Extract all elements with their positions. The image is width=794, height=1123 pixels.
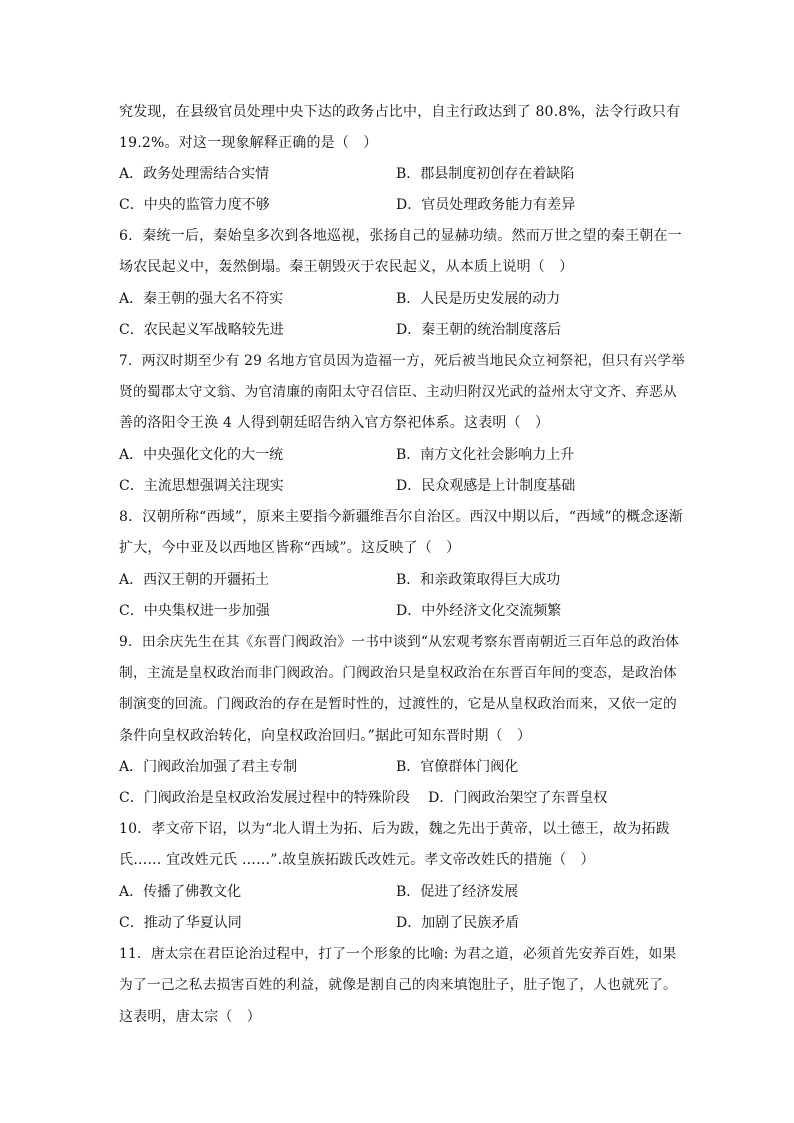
q10-option-a[interactable]: A．传播了佛教文化 xyxy=(119,884,242,900)
q10-line-1: 10．孝文帝下诏，以为“北人谓土为拓、后为跋，魏之先出于黄帝，以土德王，故为拓跋 xyxy=(119,821,670,837)
q8-line-1: 8．汉朝所称“西域”，原来主要指今新疆维吾尔自治区。西汉中期以后，“西域”的概念逐渐 xyxy=(119,509,683,525)
q9-line-4: 条件向皇权政治转化，向皇权政治回归。”据此可知东晋时期（ ） xyxy=(119,728,532,744)
q11-line-3: 这表明，唐太宗（ ） xyxy=(119,1009,261,1025)
q5-option-d[interactable]: D．官员处理政务能力有差异 xyxy=(396,197,576,213)
q7-option-c[interactable]: C．主流思想强调关注现实 xyxy=(119,478,284,494)
q5-option-c[interactable]: C．中央的监管力度不够 xyxy=(119,197,270,213)
q7-line-1: 7．两汉时期至少有 29 名地方官员因为造福一方，死后被当地民众立祠祭祀，但只有兴学举 xyxy=(119,353,685,369)
q8-option-c[interactable]: C．中央集权进一步加强 xyxy=(119,603,270,619)
q5-option-a[interactable]: A．政务处理需结合实情 xyxy=(119,166,270,182)
q8-option-a[interactable]: A．西汉王朝的开疆拓土 xyxy=(119,572,270,588)
q7-option-a[interactable]: A．中央强化文化的大一统 xyxy=(119,447,284,463)
q7-option-d[interactable]: D．民众观感是上计制度基础 xyxy=(396,478,576,494)
q11-line-1: 11．唐太宗在君臣论治过程中，打了一个形象的比喻: 为君之道，必须首先安养百姓，如果 xyxy=(119,946,677,962)
q8-option-b[interactable]: B．和亲政策取得巨大成功 xyxy=(396,572,561,588)
q9-option-a[interactable]: A．门阀政治加强了君主专制 xyxy=(119,759,298,775)
q7-option-b[interactable]: B．南方文化社会影响力上升 xyxy=(396,447,575,463)
q7-line-2: 贤的蜀郡太守文翁、为官清廉的南阳太守召信臣、主动归附汉光武的益州太守文齐、弃恶从 xyxy=(119,384,678,400)
q6-option-a[interactable]: A．秦王朝的强大名不符实 xyxy=(119,291,284,307)
q11-line-2: 为了一己之私去损害百姓的利益，就像是割自己的肉来填饱肚子，肚子饱了，人也就死了。 xyxy=(119,977,678,993)
q9-line-1: 9．田余庆先生在其《东晋门阀政治》一书中谈到“从宏观考察东晋南朝近三百年总的政治体 xyxy=(119,634,680,650)
q5-line-2: 19.2%。对这一现象解释正确的是（ ） xyxy=(119,135,378,151)
q8-option-d[interactable]: D．中外经济文化交流频繁 xyxy=(396,603,562,619)
q10-option-c[interactable]: C．推动了华夏认同 xyxy=(119,915,242,931)
q6-line-1: 6．秦统一后，秦始皇多次到各地巡视，张扬自己的显赫功绩。然而万世之望的秦王朝在一 xyxy=(119,228,682,244)
q6-option-d[interactable]: D．秦王朝的统治制度落后 xyxy=(396,322,562,338)
q10-line-2: 氏…… 宜改姓元氏 ……”.故皇族拓跋氏改姓元。孝文帝改姓氏的措施（ ） xyxy=(119,852,595,868)
q5-option-b[interactable]: B．郡县制度初创存在着缺陷 xyxy=(396,166,575,182)
q8-line-2: 扩大，今中亚及以西地区皆称“西域”。这反映了（ ） xyxy=(119,540,461,556)
q6-option-c[interactable]: C．农民起义军战略较先进 xyxy=(119,322,284,338)
q9-option-b[interactable]: B．官僚群体门阀化 xyxy=(396,759,519,775)
q9-option-cd[interactable]: C．门阀政治是皇权政治发展过程中的特殊阶段 D．门阀政治架空了东晋皇权 xyxy=(119,790,608,806)
q6-line-2: 场农民起义中，轰然倒塌。秦王朝毁灭于农民起义，从本质上说明（ ） xyxy=(119,259,574,275)
q5-line-1: 究发现，在县级官员处理中央下达的政务占比中，自主行政达到了 80.8%，法令行政只有 xyxy=(119,104,681,120)
q10-option-d[interactable]: D．加剧了民族矛盾 xyxy=(396,915,520,931)
q9-line-2: 制，主流是皇权政治而非门阀政治。门阀政治只是皇权政治在东晋百年间的变态，是政治体 xyxy=(119,665,678,681)
q9-line-3: 制演变的回流。门阀政治的存在是暂时性的，过渡性的，它是从皇权政治而来，又依一定的 xyxy=(119,696,678,712)
q6-option-b[interactable]: B．人民是历史发展的动力 xyxy=(396,291,561,307)
q10-option-b[interactable]: B．促进了经济发展 xyxy=(396,884,519,900)
q7-line-3: 善的洛阳令王涣 4 人得到朝廷昭告纳入官方祭祀体系。这表明（ ） xyxy=(119,415,550,431)
